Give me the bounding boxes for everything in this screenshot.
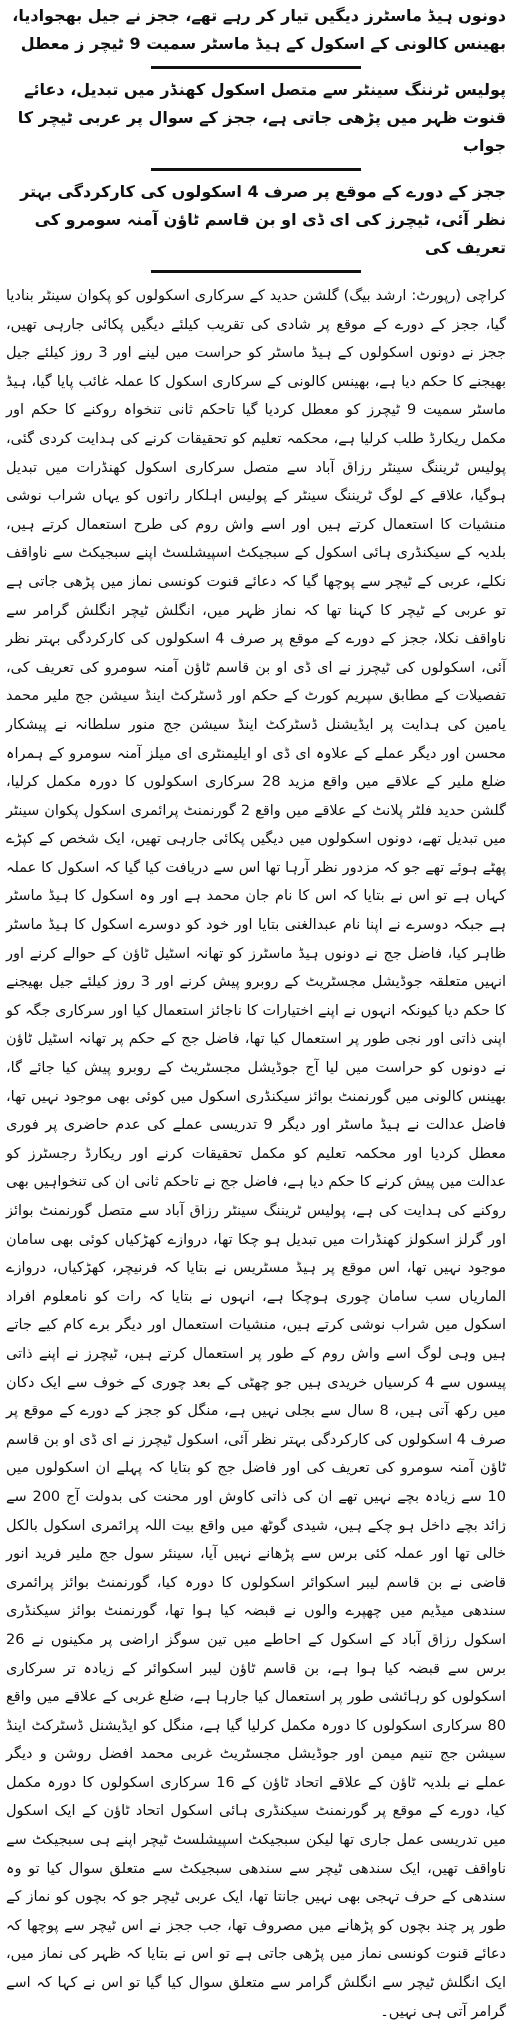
- headline-main: دونوں ہیڈ ماسٹرز دیگیں تیار کر رہے تھے، ججز نے جیل بھجوادیا، بھینس کالونی کے اسکول کے ہیڈ ماسٹر سمیت 9 ٹیچر ز معطل: [12, 6, 506, 53]
- headline-sub-1: پولیس ٹرننگ سینٹر سے متصل اسکول کھنڈر میں تبدیل، دعائے قنوت ظہر میں پڑھی جاتی ہے، ججز کے سوال پر عربی ٹیچر کا جواب: [17, 80, 506, 155]
- headline-sub-2: ججز کے دورے کے موقع پر صرف 4 اسکولوں کی کارکردگی بہتر نظر آئی، ٹیچرز کی ای ڈی او بن قاسم ٹاؤن آمنہ سومرو کی تعریف کی: [20, 182, 506, 257]
- article-body: کراچی (رپورٹ: ارشد بیگ) گلشن حدید کے سرکاری اسکولوں کو پکوان سینٹر بنادیا گیا، ججز کے دورے کے موقع پر شادی کی تقریب کیلئے دیگیں پکائی جارہی تھیں، ججز نے دونوں اسکولوں کے ہیڈ ماسٹر کو حراست میں لینے اور 3 روز کیلئے جیل بھیجنے کا حکم دیا ہے، بھینس کالونی کے سرکاری اسکول کا عملہ غائب پایا گیا، ہیڈ ماسٹر سمیت 9 ٹیچرز کو معطل کردیا گیا تاحکم ثانی تنخواہ روکنے کا حکم اور مکمل ریکارڈ طلب کرلیا ہے، محکمہ تعلیم کو تحقیقات کرنے کی ہدایت کردی گئی، پولیس ٹریننگ سینٹر رزاق آباد سے متصل سرکاری اسکول کھنڈرات میں تبدیل ہوگیا، علاقے کے لوگ ٹریننگ سینٹر کے پولیس اہلکار راتوں کو یہاں شراب نوشی منشیات کا استعمال کرتے ہیں اور اسے واش روم کی طرح استعمال کرتے ہیں، بلدیہ کے سیکنڈری ہائی اسکول کے سبجیکٹ اسپیشلسٹ اپنے سبجیکٹ سے ناواقف نکلے، عربی کے ٹیچر سے پوچھا گیا کہ دعائے قنوت کونسی نماز میں پڑھی جاتی ہے تو عربی کے ٹیچر کا کہنا تھا کہ نماز ظہر میں، انگلش ٹیچر انگلش گرامر سے ناواقف نکلا، ججز کے دورے کے موقع پر صرف 4 اسکولوں کی کارکردگی بہتر نظر آئی، اسکولوں کی ٹیچرز نے ای ڈی او بن قاسم ٹاؤن آمنہ سومرو کی تعریف کی، تفصیلات کے مطابق سپریم کورٹ کے حکم اور ڈسٹرکٹ اینڈ سیشن جج ملیر محمد یامین کی ہدایت پر ایڈیشنل ڈسٹرکٹ اینڈ سیشن جج منور سلطانہ نے پیشکار محسن اور دیگر عملے کے علاوہ ای ڈی او ایلیمنٹری ای میلز آمنہ سومرو کے ہمراہ ضلع ملیر کے علاقے میں واقع مزید 28 سرکاری اسکولوں کا دورہ مکمل کرلیا، گلشن حدید فلٹر پلانٹ کے علاقے میں واقع 2 گورنمنٹ پرائمری اسکول پکوان سینٹر میں تبدیل تھے، دونوں اسکولوں میں دیگیں پکائی جارہی تھیں، ایک شخص کے کپڑے پھٹے ہوئے تھے جو کہ مزدور نظر آرہا تھا اس سے دریافت کیا گیا کہ اسکول کا عملہ کہاں ہے تو اس نے بتایا کہ اس کا نام جان محمد ہے اور وہ اسکول کا ہیڈ ماسٹر ہے جبکہ دوسرے نے اپنا نام عبدالغنی بتایا اور خود کو دوسرے اسکول کا ہیڈ ماسٹر ظاہر کیا، فاضل جج نے دونوں ہیڈ ماسٹرز کو تھانہ اسٹیل ٹاؤن کے حوالے کرنے اور انہیں متعلقہ جوڈیشل مجسٹریٹ کے روبرو پیش کرنے اور 3 روز کیلئے جیل بھیجنے کا حکم دیا کیونکہ انہوں نے اپنے اختیارات کا ناجائز استعمال کیا اور سرکاری جگہ کو اپنی ذاتی اور نجی طور پر استعمال کیا تھا، فاضل جج کے حکم پر تھانہ اسٹیل ٹاؤن نے دونوں کو حراست میں لیا آج جوڈیشل مجسٹریٹ کے روبرو پیش کیا جائے گا، بھینس کالونی میں گورنمنٹ بوائز سیکنڈری اسکول میں کوئی بھی موجود نہیں تھا، فاضل عدالت نے ہیڈ ماسٹر اور دیگر 9 تدریسی عملے کی عدم حاضری پر فوری معطل کردیا اور محکمہ تعلیم کو مکمل تحقیقات کرنے اور ریکارڈ رجسٹرز کو عدالت میں پیش کرنے کا حکم دیا ہے، فاضل جج نے تاحکم ثانی ان کی تنخواہیں بھی روکنے کی ہدایت کی ہے، پولیس ٹریننگ سینٹر رزاق آباد سے متصل گورنمنٹ بوائز اور گرلز اسکولز کھنڈرات میں تبدیل ہو چکا تھا، دروازے کھڑکیاں کوئی بھی سامان موجود نہیں تھا، اس موقع پر ہیڈ مسٹریس نے بتایا کہ فرنیچر، کھڑکیاں، دروازے الماریاں سب سامان چوری ہوچکا ہے، انہوں نے بتایا کہ رات کو نامعلوم افراد اسکول میں شراب نوشی کرتے ہیں، منشیات استعمال اور دیگر برے کام کیے جاتے ہیں وہی لوگ اسے واش روم کے طور پر استعمال کرتے ہیں، ٹیچرز نے اپنے ذاتی پیسوں سے 4 کرسیاں خریدی ہیں جو چھٹی کے بعد چوری کے خوف سے ایک دکان میں رکھ آتی ہیں، 8 سال سے بجلی نہیں ہے، منگل کو ججز کے دورے کے موقع پر صرف 4 اسکولوں کی کارکردگی بہتر نظر آئی، اسکول ٹیچرز نے ای ڈی او بن قاسم ٹاؤن آمنہ سومرو کی تعریف کی اور فاضل جج کو بتایا کہ پہلے ان اسکولوں میں 10 سے زیادہ بچے نہیں تھے ان کی ذاتی کاوش اور محنت کی بدولت آج 200 سے زائد بچے داخل ہو چکے ہیں، شیدی گوٹھ میں واقع بیت اللہ پرائمری اسکول بالکل خالی تھا اور عملہ کئی برس سے پڑھانے نہیں آیا، سینئر سول جج ملیر فرید انور قاضی نے بن قاسم لیبر اسکوائر اسکولوں کا دورہ کیا، گورنمنٹ بوائز پرائمری سندھی میڈیم میں چھپرے والوں نے قبضہ کیا ہوا تھا، گورنمنٹ بوائز سیکنڈری اسکول رزاق آباد کے اسکول کے احاطے میں تین سوگز اراضی پر مکینوں نے 26 برس سے قبضہ کیا ہوا ہے، بن قاسم ٹاؤن لیبر اسکوائر کے زیادہ تر سرکاری اسکولوں کو رہائشی طور پر استعمال کیا جارہا ہے، ضلع غربی کے علاقے میں واقع 80 سرکاری اسکولوں کا دورہ مکمل کرلیا گیا ہے، منگل کو ایڈیشنل ڈسٹرکٹ اینڈ سیشن جج تنیم میمن اور جوڈیشل مجسٹریٹ غربی محمد افضل روشن و دیگر عملے نے بلدیہ ٹاؤن کے علاقے اتحاد ٹاؤن کے 16 سرکاری اسکولوں کا دورہ مکمل کیا، دورے کے موقع پر گورنمنٹ سیکنڈری ہائی اسکول اتحاد ٹاؤن کے ایک اسکول میں تدریسی عمل جاری تھا لیکن سبجیکٹ اسپیشلسٹ ٹیچر اپنے ہی سبجیکٹ سے ناواقف تھیں، ایک سندھی ٹیچر سے سندھی سبجیکٹ سے متعلق سوال کیا تو وہ سندھی کے حرف تہجی بھی نہیں جانتا تھا، ایک عربی ٹیچر جو کہ بچوں کو نماز کے طور پر چند بچوں کو پڑھانے میں مصروف تھا، جب ججز نے اس ٹیچر سے پوچھا کہ دعائے قنوت کونسی نماز میں پڑھی جاتی ہے تو اس نے بتایا کہ ظہر کی نماز میں، ایک انگلش ٹیچر سے انگلش گرامر سے متعلق سوال کیا گیا تو اس نے کہا کہ اسے گرامر آتی ہی نہیں۔: [6, 288, 507, 2020]
- divider: [6, 162, 506, 176]
- divider: [6, 264, 506, 278]
- divider: [6, 60, 506, 74]
